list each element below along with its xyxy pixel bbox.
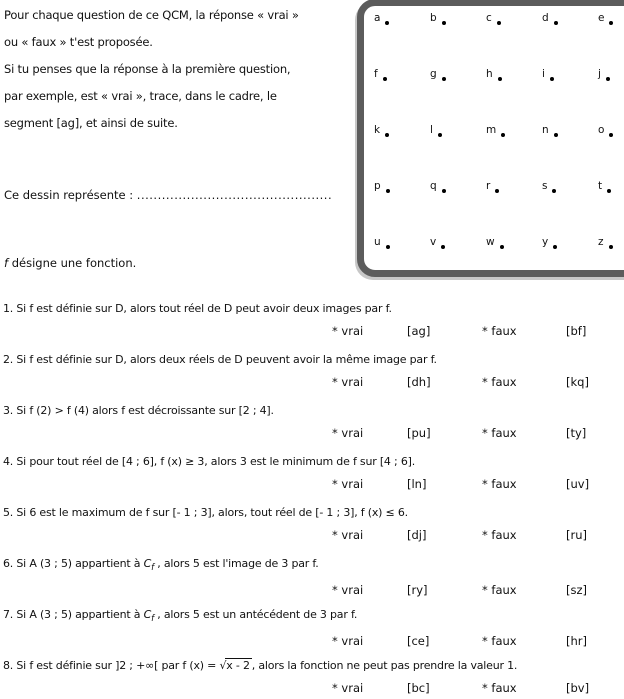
faux-code: [bf]	[566, 324, 587, 338]
faux-label: * faux	[482, 583, 517, 598]
grid-letter: p	[374, 180, 381, 192]
grid-cell-i	[542, 68, 598, 124]
grid-cell-f	[374, 68, 430, 124]
grid-letter: y	[542, 236, 549, 248]
answer-row	[3, 576, 623, 600]
grid-dot	[442, 21, 446, 25]
caption-line	[4, 188, 332, 202]
curve-symbol: C	[143, 608, 152, 621]
grid-dot	[609, 133, 613, 137]
question-text: 5. Si 6 est le maximum de f sur [- 1 ; 3], alors, tout réel de [- 1 ; 3], f (x) ≤ 6.	[3, 506, 408, 519]
question-item-2	[3, 352, 623, 392]
grid-cell-l	[430, 124, 486, 180]
vrai-code: [ry]	[407, 583, 428, 598]
letter-dot-grid	[364, 6, 624, 292]
question-text: 6. Si A (3 ; 5) appartient à $C_f$ , alors 5 est l'image de 3 par f.	[3, 557, 319, 574]
grid-cell-u	[374, 236, 430, 292]
grid-dot	[553, 245, 557, 249]
grid-dot	[554, 21, 558, 25]
vrai-code: [ag]	[407, 324, 431, 338]
grid-cell-g	[430, 68, 486, 124]
answer-row	[3, 368, 623, 392]
grid-cell-n	[542, 124, 598, 180]
grid-dot	[386, 189, 390, 193]
grid-letter: a	[374, 12, 381, 24]
grid-cell-o	[598, 124, 624, 180]
grid-letter: u	[374, 236, 381, 248]
grid-letter: i	[542, 68, 545, 80]
curve-symbol-sub: f	[151, 563, 154, 574]
grid-dot	[552, 189, 556, 193]
faux-code: [ty]	[566, 426, 587, 440]
grid-dot	[606, 77, 610, 81]
grid-dot	[501, 133, 505, 137]
grid-cell-p	[374, 180, 430, 236]
grid-cell-e	[598, 12, 624, 68]
question-text: 2. Si f est définie sur D, alors deux réels de D peuvent avoir la même image par f.	[3, 353, 437, 366]
vrai-label: * vrai	[332, 528, 364, 542]
answer-row	[3, 470, 623, 494]
faux-label: * faux	[482, 375, 517, 389]
question-item-1	[3, 301, 623, 341]
grid-letter: n	[542, 124, 549, 136]
grid-dot	[609, 21, 613, 25]
grid-dot	[438, 133, 442, 137]
answer-row	[3, 317, 623, 341]
grid-dot	[500, 245, 504, 249]
vrai-code: [ce]	[407, 634, 430, 649]
grid-dot	[554, 133, 558, 137]
faux-code: [hr]	[566, 634, 587, 649]
grid-letter: l	[430, 124, 433, 136]
question-text: 1. Si f est définie sur D, alors tout réel de D peut avoir deux images par f.	[3, 302, 392, 315]
grid-cell-r	[486, 180, 542, 236]
grid-cell-j	[598, 68, 624, 124]
grid-cell-m	[486, 124, 542, 180]
grid-dot	[385, 133, 389, 137]
answer-row	[3, 627, 623, 651]
vrai-code: [bc]	[407, 681, 430, 695]
grid-letter: f	[374, 68, 378, 80]
grid-dot	[383, 77, 387, 81]
intro-line: Si tu penses que la réponse à la première question,	[4, 62, 291, 76]
answer-row	[3, 419, 623, 443]
faux-label: * faux	[482, 681, 517, 695]
curve-symbol-sub: f	[151, 614, 154, 625]
grid-dot	[442, 189, 446, 193]
function-symbol: f	[4, 256, 9, 270]
faux-code: [sz]	[566, 583, 588, 598]
grid-letter: b	[430, 12, 437, 24]
grid-cell-z	[598, 236, 624, 292]
question-item-5	[3, 505, 623, 545]
grid-dot	[441, 245, 445, 249]
grid-cell-w	[486, 236, 542, 292]
question-text: 4. Si pour tout réel de [4 ; 6], f (x) ≥ 3, alors 3 est le minimum de f sur [4 ; 6].	[3, 455, 416, 468]
grid-letter: o	[598, 124, 605, 136]
intro-line: Pour chaque question de ce QCM, la réponse « vrai »	[4, 8, 299, 22]
grid-dot	[498, 77, 502, 81]
faux-label: * faux	[482, 528, 517, 542]
vrai-label: * vrai	[332, 583, 364, 598]
vrai-label: * vrai	[332, 681, 364, 695]
faux-code: [uv]	[566, 477, 590, 491]
question-text: 8. Si f est définie sur ]2 ; +∞[ par f (x) = √x - 2 , alors la fonction ne peut pas prendre la valeur 1.	[3, 659, 518, 672]
grid-letter: v	[430, 236, 437, 248]
intro-line: par exemple, est « vrai », trace, dans le cadre, le	[4, 89, 277, 103]
grid-letter: g	[430, 68, 437, 80]
grid-letter: m	[486, 124, 497, 136]
grid-cell-b	[430, 12, 486, 68]
grid-dot	[609, 245, 613, 249]
faux-code: [ru]	[566, 528, 587, 542]
grid-letter: h	[486, 68, 493, 80]
faux-label: * faux	[482, 324, 517, 338]
faux-code: [bv]	[566, 681, 590, 695]
grid-cell-d	[542, 12, 598, 68]
grid-letter: z	[598, 236, 604, 248]
answer-row	[3, 521, 623, 545]
grid-letter: c	[486, 12, 492, 24]
question-text: 7. Si A (3 ; 5) appartient à $C_f$ , alors 5 est un antécédent de 3 par f.	[3, 608, 358, 625]
curve-symbol: C	[143, 557, 152, 570]
vrai-code: [ln]	[407, 477, 427, 491]
grid-cell-v	[430, 236, 486, 292]
faux-code: [kq]	[566, 375, 589, 389]
intro-line: ou « faux » t'est proposée.	[4, 35, 153, 49]
vrai-label: * vrai	[332, 477, 364, 491]
grid-letter: d	[542, 12, 549, 24]
grid-cell-c	[486, 12, 542, 68]
grid-cell-y	[542, 236, 598, 292]
answer-grid-frame	[357, 0, 624, 277]
grid-letter: k	[374, 124, 381, 136]
grid-dot	[495, 189, 499, 193]
faux-label: * faux	[482, 634, 517, 649]
vrai-code: [dh]	[407, 375, 431, 389]
question-item-8	[3, 658, 623, 698]
vrai-code: [pu]	[407, 426, 431, 440]
grid-letter: s	[542, 180, 548, 192]
vrai-label: * vrai	[332, 375, 364, 389]
function-note: f désigne une fonction.	[4, 256, 137, 270]
grid-dot	[442, 77, 446, 81]
grid-dot	[385, 21, 389, 25]
grid-cell-k	[374, 124, 430, 180]
question-item-6	[3, 556, 623, 600]
sqrt-radicand: x - 2	[226, 659, 250, 672]
grid-cell-a	[374, 12, 430, 68]
vrai-label: * vrai	[332, 324, 364, 338]
faux-label: * faux	[482, 477, 517, 491]
faux-label: * faux	[482, 426, 517, 440]
grid-letter: j	[598, 68, 601, 80]
grid-cell-q	[430, 180, 486, 236]
question-item-7	[3, 607, 623, 651]
sqrt-sign: √	[219, 659, 227, 672]
grid-dot	[607, 189, 611, 193]
grid-letter: q	[430, 180, 437, 192]
question-item-4	[3, 454, 623, 494]
vrai-label: * vrai	[332, 634, 364, 649]
grid-dot	[386, 245, 390, 249]
grid-letter: w	[486, 236, 495, 248]
grid-letter: e	[598, 12, 605, 24]
grid-dot	[550, 77, 554, 81]
grid-dot	[497, 21, 501, 25]
vrai-code: [dj]	[407, 528, 427, 542]
grid-letter: r	[486, 180, 491, 192]
answer-blank-dots: ...............................................	[136, 188, 333, 202]
vrai-label: * vrai	[332, 426, 364, 440]
question-item-3	[3, 403, 623, 443]
answer-row	[3, 674, 623, 698]
grid-cell-t	[598, 180, 624, 236]
grid-letter: t	[598, 180, 603, 192]
intro-paragraph	[4, 2, 358, 137]
grid-cell-s	[542, 180, 598, 236]
question-text: 3. Si f (2) > f (4) alors f est décroissante sur [2 ; 4].	[3, 404, 274, 417]
grid-cell-h	[486, 68, 542, 124]
caption-label: Ce dessin représente :	[4, 188, 134, 202]
intro-line: segment [ag], et ainsi de suite.	[4, 116, 178, 130]
